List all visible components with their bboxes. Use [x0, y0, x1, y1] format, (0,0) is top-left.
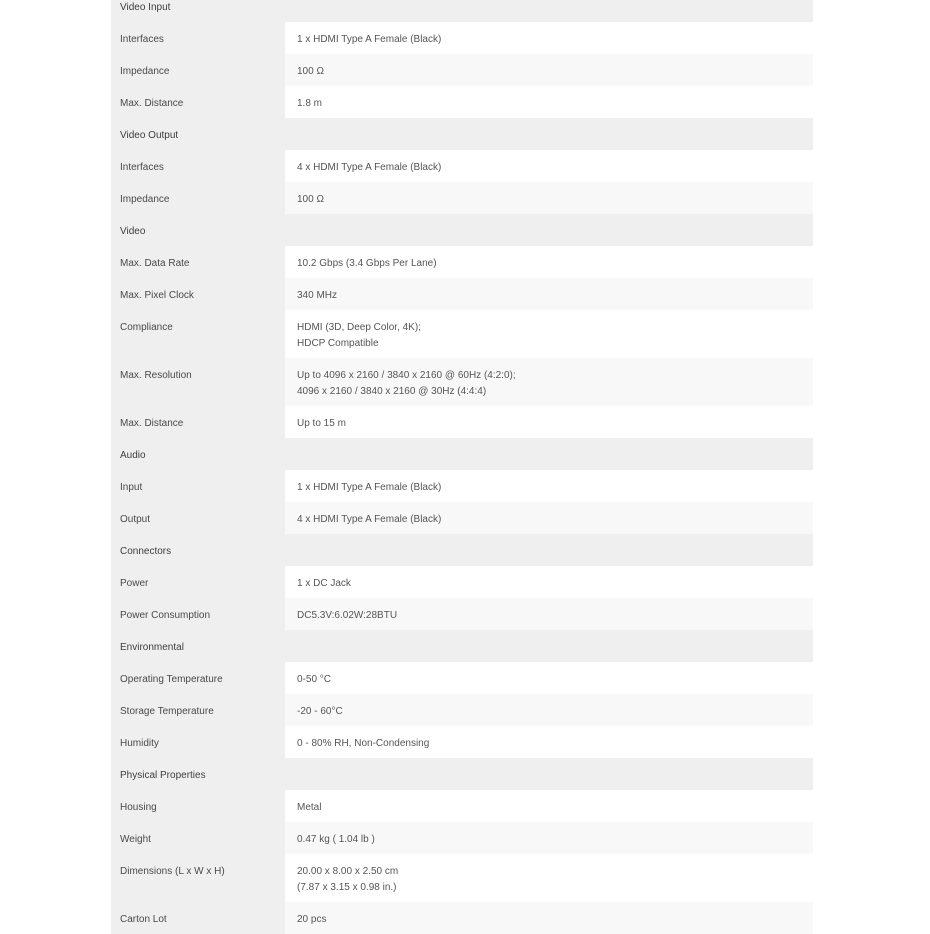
spec-value [285, 54, 813, 86]
spec-value [285, 662, 813, 694]
spec-row [111, 358, 813, 406]
spec-label: Compliance [111, 310, 285, 358]
spec-value [285, 214, 813, 246]
spec-row [111, 662, 813, 694]
spec-label: Power Consumption [111, 598, 285, 630]
spec-value-line: 0-50 °C [297, 674, 332, 685]
spec-row [111, 150, 813, 182]
section-title: Environmental [111, 630, 285, 662]
spec-value [285, 278, 813, 310]
spec-value-line: 4 x HDMI Type A Female (Black) [297, 162, 442, 173]
spec-row [111, 502, 813, 534]
spec-row [111, 822, 813, 854]
spec-label: Interfaces [111, 22, 285, 54]
spec-value [285, 630, 813, 662]
spec-section-header [111, 630, 813, 662]
spec-section-header [111, 118, 813, 150]
spec-value [285, 438, 813, 470]
section-title: Physical Properties [111, 758, 285, 790]
spec-value-line: -20 - 60°C [297, 706, 343, 717]
section-title: Connectors [111, 534, 285, 566]
spec-value-line: 1 x HDMI Type A Female (Black) [297, 482, 442, 493]
spec-value-line: 1 x DC Jack [297, 578, 351, 589]
spec-section-header [111, 214, 813, 246]
section-title: Video Output [111, 118, 285, 150]
spec-table [111, 0, 813, 934]
spec-label: Power [111, 566, 285, 598]
spec-value-line: 0.47 kg ( 1.04 lb ) [297, 834, 375, 845]
spec-value-line: 10.2 Gbps (3.4 Gbps Per Lane) [297, 258, 437, 269]
spec-value [285, 694, 813, 726]
spec-label: Max. Pixel Clock [111, 278, 285, 310]
spec-value-line: 340 MHz [297, 290, 338, 301]
spec-value [285, 790, 813, 822]
spec-value [285, 0, 813, 22]
spec-value [285, 406, 813, 438]
spec-value [285, 118, 813, 150]
spec-value [285, 358, 813, 406]
spec-row [111, 726, 813, 758]
spec-value [285, 86, 813, 118]
spec-row [111, 310, 813, 358]
spec-section-header [111, 438, 813, 470]
spec-row [111, 86, 813, 118]
spec-row [111, 278, 813, 310]
spec-value [285, 598, 813, 630]
spec-value-line: HDCP Compatible [297, 338, 379, 349]
spec-label: Dimensions (L x W x H) [111, 854, 285, 902]
spec-value-line: Metal [297, 802, 322, 813]
spec-value [285, 182, 813, 214]
spec-label: Output [111, 502, 285, 534]
spec-section-header [111, 0, 813, 22]
spec-value-line: 1 x HDMI Type A Female (Black) [297, 34, 442, 45]
spec-label: Humidity [111, 726, 285, 758]
spec-value-line: 4096 x 2160 / 3840 x 2160 @ 30Hz (4:4:4) [297, 386, 487, 397]
section-title: Audio [111, 438, 285, 470]
spec-label: Max. Distance [111, 86, 285, 118]
spec-value [285, 470, 813, 502]
spec-value-line: 4 x HDMI Type A Female (Black) [297, 514, 442, 525]
spec-label: Input [111, 470, 285, 502]
spec-value-line: 1.8 m [297, 98, 323, 109]
spec-label: Operating Temperature [111, 662, 285, 694]
spec-value [285, 150, 813, 182]
spec-value-line: HDMI (3D, Deep Color, 4K); [297, 322, 421, 333]
spec-value-line: Up to 15 m [297, 418, 346, 429]
spec-value [285, 854, 813, 902]
spec-label: Carton Lot [111, 902, 285, 934]
spec-label: Max. Resolution [111, 358, 285, 406]
spec-row [111, 182, 813, 214]
spec-value-line: 20.00 x 8.00 x 2.50 cm [297, 866, 399, 877]
section-title: Video [111, 214, 285, 246]
spec-value-line: DC5.3V:6.02W:28BTU [297, 610, 398, 621]
spec-value [285, 566, 813, 598]
spec-label: Interfaces [111, 150, 285, 182]
spec-value-line: (7.87 x 3.15 x 0.98 in.) [297, 882, 397, 893]
spec-value [285, 534, 813, 566]
spec-row [111, 566, 813, 598]
spec-row [111, 694, 813, 726]
spec-value-line: 0 - 80% RH, Non-Condensing [297, 738, 430, 749]
spec-label: Housing [111, 790, 285, 822]
spec-value-line: 100 Ω [297, 66, 324, 77]
spec-label: Max. Distance [111, 406, 285, 438]
spec-label: Weight [111, 822, 285, 854]
spec-value [285, 310, 813, 358]
spec-value [285, 902, 813, 934]
spec-row [111, 246, 813, 278]
spec-label: Storage Temperature [111, 694, 285, 726]
spec-section-header [111, 534, 813, 566]
spec-row [111, 54, 813, 86]
spec-row [111, 902, 813, 934]
spec-row [111, 470, 813, 502]
spec-section-header [111, 758, 813, 790]
spec-label: Impedance [111, 54, 285, 86]
spec-row [111, 598, 813, 630]
spec-value [285, 22, 813, 54]
spec-value-line: 20 pcs [297, 914, 327, 925]
spec-row [111, 854, 813, 902]
spec-value [285, 502, 813, 534]
spec-row [111, 406, 813, 438]
spec-label: Impedance [111, 182, 285, 214]
spec-value [285, 822, 813, 854]
spec-value-line: Up to 4096 x 2160 / 3840 x 2160 @ 60Hz (4:2:0); [297, 370, 516, 381]
spec-value [285, 246, 813, 278]
spec-label: Max. Data Rate [111, 246, 285, 278]
spec-value [285, 758, 813, 790]
spec-row [111, 790, 813, 822]
section-title: Video Input [111, 0, 285, 22]
spec-value-line: 100 Ω [297, 194, 324, 205]
spec-row [111, 22, 813, 54]
spec-value [285, 726, 813, 758]
